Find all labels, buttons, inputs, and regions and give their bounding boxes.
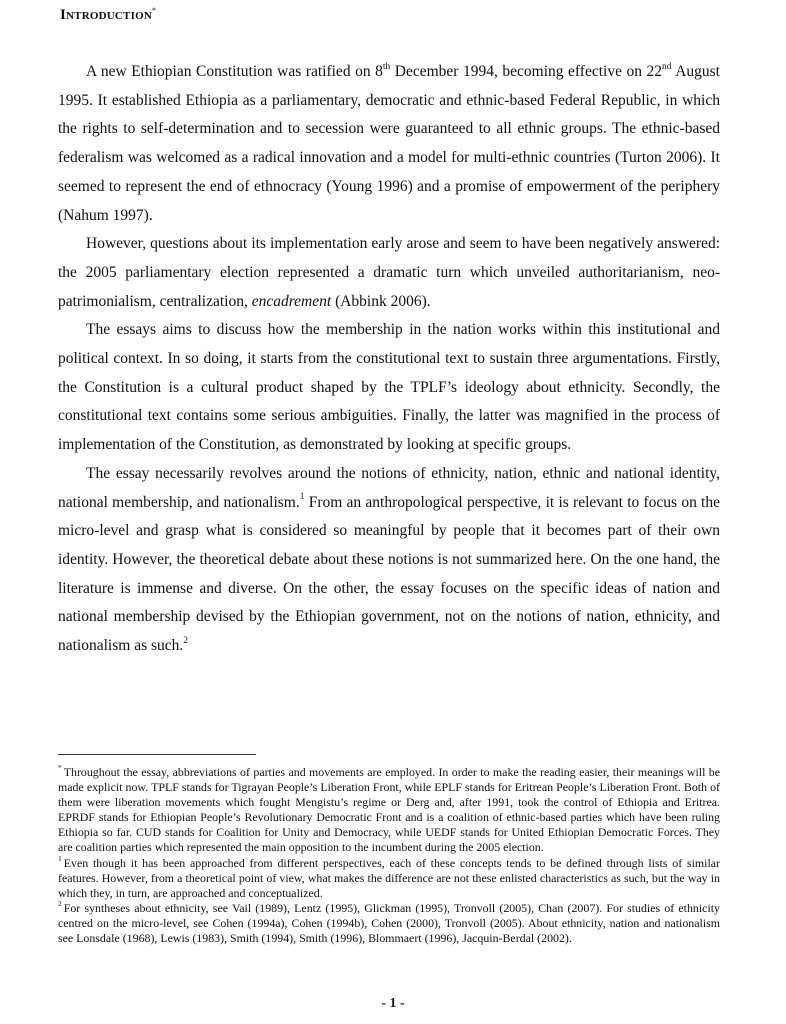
footnote [58,898,720,946]
body-paragraph [58,460,720,661]
footnote-marker: 1 [58,853,62,863]
section-heading-text: Introduction [60,7,152,23]
paragraph-text: The essays aims to discuss how the membership in the nation works within this institutional and political context. In so doing, it starts from the constitutional text to sustain three argumentations. Firstly, the Constitution is a cultural product shaped by the TPLF’s ideology about ethnicity. Secondly, the constitutional text contains some serious ambiguities. Finally, the latter was magnified in the process of implementation of the Constitution, as demonstrated by looking at specific groups. [58,321,720,454]
paragraph-text: A new Ethiopian Constitution was ratified on 8 [86,63,383,80]
footnote-reference: th [382,61,391,72]
page-number: - 1 - [381,996,405,1011]
footnote-reference: 2 [183,635,189,646]
footnote-marker: * [58,763,62,773]
footnote-text: Even though it has been approached from different perspectives, each of these concepts tends to be defined through lists of similar features. However, from a theoretical point of view, what makes the difference are not these enlisted characteristics as such, but the way in which they, in turn, are approached and conceptualized. [58,855,720,900]
footnotes [58,765,720,946]
footnote-marker: 2 [58,898,62,908]
paragraph-text: However, questions about its implementation early arose and seem to have been negatively answered: the 2005 parliamentary election represented a dramatic turn which unveiled authoritarianism, neo-patrimonialism, centralization, [58,235,720,310]
footnote-separator [58,754,256,755]
paragraph-text: (Abbink 2006). [331,292,431,310]
footnote-text: Throughout the essay, abbreviations of parties and movements are employed. In order to make the reading easier, their meanings will be made explicit now. TPLF stands for Tigrayan People’s Liberation Front, while EPLF stands for Eritrean People’s Liberation Front. Both of them were liberation movements which fought Mengistu’s regime or Derg and, after 1991, took the control of Ethiopia and Eritrea. EPRDF stands for Ethiopian People’s Revolutionary Democratic Front and is a coalition of ethnic-based parties which have been ruling Ethiopia so far. CUD stands for Coalition for Unity and Democracy, while UEDF stands for United Ethiopian Democratic Forces. They are coalition parties which represented the main opposition to the incumbent during the 2005 election. [58,765,720,855]
paragraph-text: August 1995. It established Ethiopia as a parliamentary, democratic and ethnic-based Federal Republic, in which the rights to self-determination and to secession were guaranteed to all ethnic groups. The ethnic-based federalism was welcomed as a radical innovation and a model for multi-ethnic countries (Turton 2006). It seemed to represent the end of ethnocracy (Young 1996) and a promise of empowerment of the periphery (Nahum 1997). [58,63,720,224]
paragraph-text: The essay necessarily revolves around the notions of ethnicity, nation, ethnic and national identity, national membership, and nationalism. [58,464,720,511]
body-paragraph [58,230,720,316]
section-heading [60,6,156,24]
body-paragraph [58,316,720,460]
paragraph-text: December 1994, becoming effective on 22 [390,63,663,80]
body-paragraph [58,58,720,230]
body-text [58,58,720,661]
footnote [58,853,720,901]
footnote-reference: 1 [299,492,305,503]
heading-footnote-marker: * [151,6,157,15]
footnote-text: For syntheses about ethnicity, see Vail (1989), Lentz (1995), Glickman (1995), Tronvoll (2005), Chan (2007). For studies of ethnicity centred on the micro-level, see Cohen (1994a), Cohen (1994b), Cohen (2000), Tronvoll (2005). About ethnicity, nation and nationalism see Lonsdale (1968), Lewis (1983), Smith (1994), Smith (1996), Blommaert (1996), Jacquin-Berdal (2002). [58,900,720,946]
footnote-reference: nd [662,61,672,72]
footnote [58,765,720,856]
italic-term: encadrement [251,292,332,310]
paragraph-text: From an anthropological perspective, it is relevant to focus on the micro-level and grasp what is considered so meaningful by people that it becomes part of their own identity. However, the theoretical debate about these notions is not summarized here. On the one hand, the literature is immense and diverse. On the other, the essay focuses on the specific ideas of nation and national membership devised by the Ethiopian government, not on the notions of nation, ethnicity, and nationalism as such. [58,493,720,655]
